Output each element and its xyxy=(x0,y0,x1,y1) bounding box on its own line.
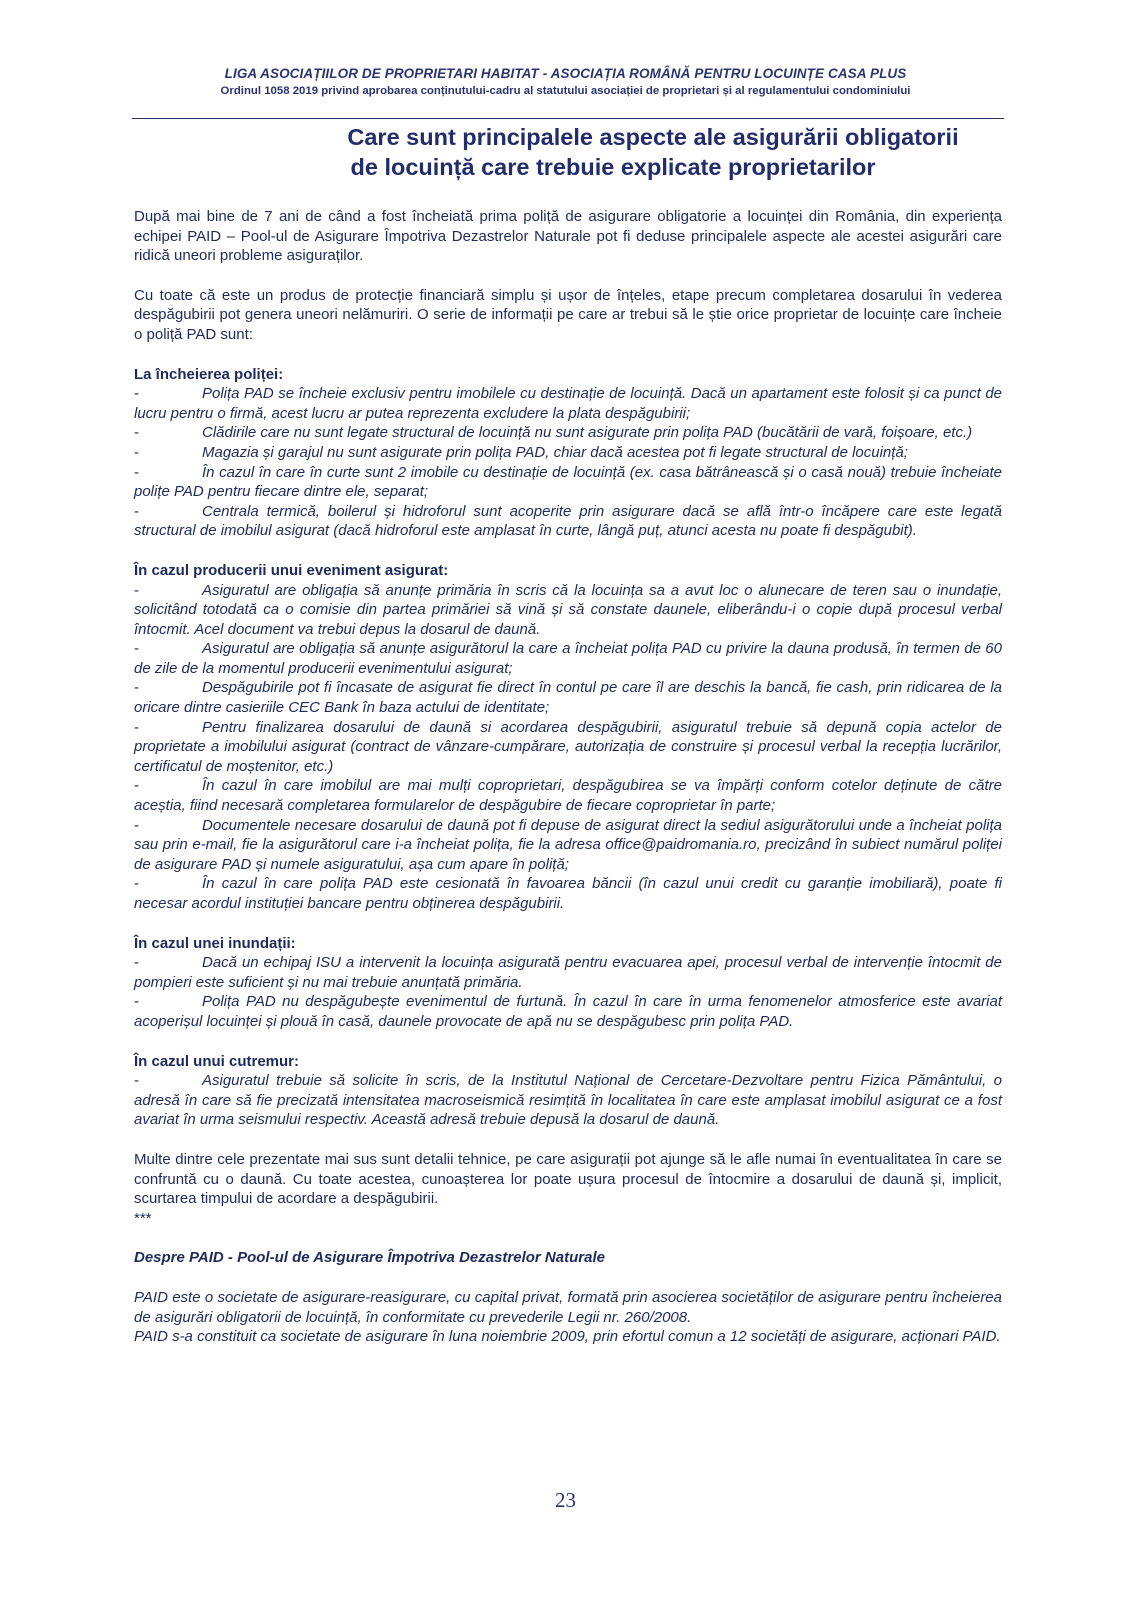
bullet-dash: - xyxy=(134,443,139,461)
list-item xyxy=(134,874,1002,913)
list-item xyxy=(134,816,1002,875)
bullet-dash: - xyxy=(134,463,139,481)
about-paragraph-1: PAID este o societate de asigurare-reasigurare, cu capital privat, formată prin asocierea societăților de asigurare pentru încheierea de asigurări obligatorii de locuință, în conformitate cu prevederile Legii nr. 260/2008. xyxy=(134,1288,1002,1326)
section-heading-flood: În cazul unei inundații: xyxy=(134,934,296,952)
intro-paragraph-2: Cu toate că este un produs de protecție financiară simplu și ușor de înțeles, etape precum completarea dosarului în vederea despăgubirii pot genera uneori nelămuriri. O serie de informații pe care ar trebui să le știe orice proprietar de locuințe care încheie o poliță PAD sunt: xyxy=(134,286,1002,343)
bullet-dash: - xyxy=(134,993,139,1011)
section-heading-earthquake: În cazul unui cutremur: xyxy=(134,1052,300,1070)
running-header-subtitle: Ordinul 1058 2019 privind aprobarea conținutului-cadru al statutului asociației de proprietari și al regulamentului condominiului xyxy=(220,85,911,97)
about-heading: Despre PAID - Pool-ul de Asigurare Împotriva Dezastrelor Naturale xyxy=(134,1249,605,1267)
list-item xyxy=(134,443,1002,463)
list-item xyxy=(134,678,1002,717)
about-paragraph-2: PAID s-a constituit ca societate de asigurare în luna noiembrie 2009, prin efortul comun a 12 societăți de asigurare, acționari PAID. xyxy=(134,1328,1001,1346)
list-item-text: În cazul în care în curte sunt 2 imobile cu destinație de locuință (ex. casa bătrânească și o casă nouă) trebuie încheiate polițe PAD pentru fiecare dintre ele, separat; xyxy=(134,463,1002,501)
bullet-dash: - xyxy=(134,385,139,403)
list-item xyxy=(134,639,1002,678)
list-item-text: Pentru finalizarea dosarului de daună si acordarea despăgubirii, asiguratul trebuie să depună copia actelor de proprietate a imobilului asigurat (contract de vânzare-cumpărare, autorizația de construire și procesul verbal la recepția lucrărilor, certificatul de moștenitor, etc.) xyxy=(134,718,1002,775)
list-item xyxy=(134,1071,1002,1130)
bullet-dash: - xyxy=(134,816,139,834)
bullet-dash: - xyxy=(134,875,139,893)
list-item-text: Asiguratul trebuie să solicite în scris, de la Institutul Național de Cercetare-Dezvoltare pentru Fizica Pământului, o adresă în care să fie precizată intensitatea macroseismică resimțită în localitatea în care este amplasat imobilul asigurat ce a fost avariat în urma seismului respectiv. Această adresă trebuie depusă la dosarul de daună. xyxy=(134,1072,1002,1129)
list-item-text: Centrala termică, boilerul și hidroforul sunt acoperite prin asigurare dacă se află într-o încăpere care este legată structural de imobilul asigurat (dacă hidroforul este amplasat în curte, lângă puț, atunci acesta nu poate fi despăgubit). xyxy=(134,502,1002,540)
section-heading-event: În cazul producerii unui eveniment asigurat: xyxy=(134,561,449,579)
conclusion-paragraph: Multe dintre cele prezentate mai sus sunt detalii tehnice, pe care asigurații pot ajunge să le afle numai în eventualitatea în care se confruntă cu o daună. Cu toate acestea, cunoașterea lor poate ușura procesul de întocmire a dosarului de daună și, implicit, scurtarea timpului de acordare a despăgubirii. xyxy=(134,1150,1002,1208)
list-item-text: Clădirile care nu sunt legate structural de locuință nu sunt asigurate prin polița PAD (bucătării de vară, foișoare, etc.) xyxy=(202,424,973,442)
list-item xyxy=(134,953,1002,992)
list-item-text: În cazul în care imobilul are mai mulți coproprietari, despăgubirea se va împărți conform cotelor deținute de către aceștia, fiind necesară completarea formularelor de despăgubire de fiecare coproprietar în parte; xyxy=(134,777,1002,815)
list-item xyxy=(134,581,1002,640)
article-title xyxy=(132,122,1004,182)
list-item-text: Despăgubirile pot fi încasate de asigurat fie direct în contul pe care îl are deschis la bancă, fie cash, prin ridicarea de la oricare dintre casieriile CEC Bank în baza actului de identitate; xyxy=(134,679,1002,717)
list-item-text: În cazul în care polița PAD este cesionată în favoarea băncii (în cazul unui credit cu garanție imobiliară), poate fi necesar acordul instituției bancare pentru obținerea despăgubirii. xyxy=(134,875,1002,912)
list-item-text: Magazia și garajul nu sunt asigurate prin polița PAD, chiar dacă acestea pot fi legate structural de locuință; xyxy=(202,443,908,461)
bullet-dash: - xyxy=(134,954,139,972)
list-item xyxy=(134,423,1002,443)
list-item xyxy=(134,776,1002,815)
list-item xyxy=(134,718,1002,777)
section-heading-policy: La încheierea poliței: xyxy=(134,365,284,383)
list-item-text: Asiguratul are obligația să anunțe primăria în scris că la locuința sa a avut loc o alunecare de teren sau o inundație, solicitând totodată ca o comisie din partea primăriei să vină și să constate daunele, eliberându-i o copie după procesul verbal întocmit. Acel document va trebui depus la dosarul de daună. xyxy=(134,581,1002,638)
list-item-text: Polița PAD nu despăgubește evenimentul de furtună. În cazul în care în urma fenomenelor atmosferice este avariat acoperișul locuinței și plouă în casă, daunele provocate de apă nu se despăgubesc prin polița PAD. xyxy=(134,993,1002,1030)
list-item xyxy=(134,384,1002,423)
list-item-text: Documentele necesare dosarului de daună pot fi depuse de asigurat direct la sediul asigurătorului unde a încheiat polița sau prin e-mail, fie la asigurătorul care i-a încheiat polița, fie la adresa office@paidromania.ro, precizând în subiect numărul poliței de asigurare PAD și numele asiguratului, așa cum apare în poliță; xyxy=(134,816,1002,873)
intro-paragraph-1: După mai bine de 7 ani de când a fost încheiată prima poliță de asigurare obligatorie a locuinței din România, din experiența echipei PAID – Pool-ul de Asigurare Împotriva Dezastrelor Naturale pot fi deduse principalele aspecte ale acestei asigurări care ridică uneori probleme asiguraților. xyxy=(134,208,1002,265)
list-item xyxy=(134,463,1002,502)
bullet-dash: - xyxy=(134,718,139,736)
article-title-line-2: de locuință care trebuie explicate proprietarilor xyxy=(350,154,876,180)
list-item-text: Asiguratul are obligația să anunțe asigurătorul la care a încheiat polița PAD cu privire la dauna produsă, în termen de 60 de zile de la momentul producerii evenimentului asigurat; xyxy=(134,640,1002,677)
page-number: 23 xyxy=(555,1488,576,1512)
article-title-line-1: Care sunt principalele aspecte ale asigurării obligatorii xyxy=(347,124,959,150)
bullet-dash: - xyxy=(134,502,139,520)
bullet-dash: - xyxy=(134,640,139,658)
bullet-dash: - xyxy=(134,424,139,442)
bullet-dash: - xyxy=(134,1072,139,1090)
bullet-dash: - xyxy=(134,581,139,599)
header-rule xyxy=(132,118,1004,119)
bullet-dash: - xyxy=(134,777,139,795)
list-item xyxy=(134,502,1002,541)
running-header-title: LIGA ASOCIAȚIILOR DE PROPRIETARI HABITAT - ASOCIAȚIA ROMÂNĂ PENTRU LOCUINȚE CASA PLUS xyxy=(224,66,907,81)
article-body xyxy=(134,207,1002,1347)
separator-stars: *** xyxy=(134,1209,152,1227)
list-item xyxy=(134,992,1002,1031)
bullet-dash: - xyxy=(134,679,139,697)
list-item-text: Polița PAD se încheie exclusiv pentru imobilele cu destinație de locuință. Dacă un apartament este folosit și ca punct de lucru pentru o firmă, acest lucru ar putea reprezenta excludere la plata despăgubirii; xyxy=(134,385,1002,422)
list-item-text: Dacă un echipaj ISU a intervenit la locuința asigurată pentru evacuarea apei, procesul verbal de intervenție întocmit de pompieri este suficient și nu mai trebuie anunțată primăria. xyxy=(134,954,1002,991)
